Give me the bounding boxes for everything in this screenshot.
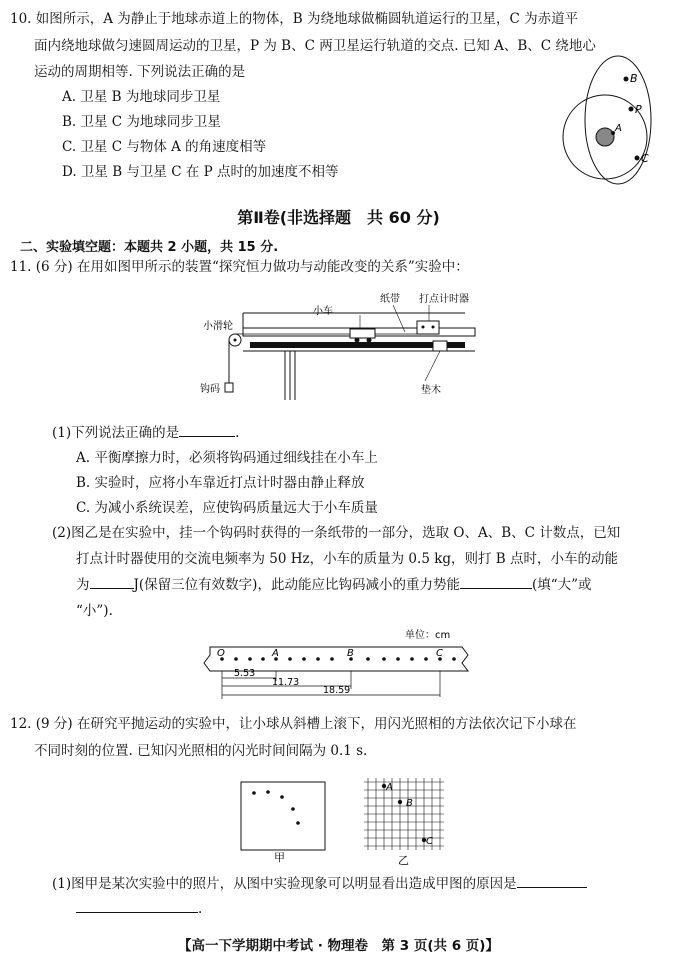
q11-p2-text-c: (填“大”或	[531, 577, 592, 593]
photo-figure-jia	[238, 775, 328, 865]
q10-option-d: D. 卫星 B 与卫星 C 在 P 点时的加速度不相等	[62, 164, 339, 180]
tape-point-o: O	[217, 648, 225, 659]
q11-p2-text-a: 为	[76, 577, 90, 593]
tape-dist-oc: 18.59	[323, 685, 351, 696]
q11-p1-option-a: A. 平衡摩擦力时，必须将钩码通过细线挂在小车上	[76, 450, 378, 466]
section-title: 第Ⅱ卷(非选择题 共 60 分)	[237, 208, 440, 227]
label-yi: 乙	[398, 854, 409, 867]
label-pulley: 小滑轮	[203, 321, 233, 332]
grid-figure-yi	[360, 772, 450, 867]
q12-p1-blank1[interactable]	[517, 873, 587, 888]
q11-p2-line2: 打点计时器使用的交流电频率为 50 Hz，小车的质量为 0.5 kg，则打 B 点时，小车的动能	[76, 551, 619, 567]
tape-figure	[200, 625, 480, 705]
grid-label-b: B	[406, 798, 413, 809]
q11-p2-line4: “小”).	[76, 603, 113, 619]
q10-option-c: C. 卫星 C 与物体 A 的角速度相等	[62, 139, 267, 155]
q11-p2-line3	[76, 574, 592, 596]
tape-unit: 单位：cm	[405, 630, 451, 641]
section-subtitle: 二、实验填空题：本题共 2 小题，共 15 分.	[20, 240, 279, 255]
tape-point-c: C	[436, 648, 443, 659]
grid-label-a: A	[386, 782, 393, 793]
q12-stem-line2: 不同时刻的位置. 已知闪光照相的闪光时间间隔为 0.1 s.	[34, 743, 368, 759]
q11-p2-line1: (2)图乙是在实验中，挂一个钩码时获得的一条纸带的一部分，选取 O、A、B、C 计数点，已知	[52, 525, 621, 541]
orbit-label-a: A	[615, 123, 622, 134]
grid-label-c: C	[426, 836, 433, 847]
label-weight: 钩码	[200, 384, 220, 395]
q12-p1-line2: .	[76, 898, 202, 920]
q11-p1-option-b: B. 实验时，应将小车靠近打点计时器由静止释放	[76, 475, 365, 491]
q11-p2-blank2[interactable]	[460, 574, 532, 589]
q11-p1-text: (1)下列说法正确的是	[52, 425, 180, 441]
label-timer: 打点计时器	[419, 294, 469, 305]
orbit-label-p: P	[635, 103, 642, 116]
q12-p1-text: (1)图甲是某次实验中的照片，从图中实验现象可以明显看出造成甲图的原因是	[52, 876, 517, 892]
q10-stem-line3: 运动的周期相等. 下列说法正确的是	[34, 64, 246, 80]
q10-stem-line2: 面内绕地球做匀速圆周运动的卫星，P 为 B、C 两卫星运行轨道的交点. 已知 A、B、C 绕地心	[34, 38, 596, 54]
tape-point-a: A	[272, 648, 279, 659]
tape-point-b: B	[347, 648, 354, 659]
q11-p2-text-b: J(保留三位有效数字)，此动能应比钩码减小的重力势能	[133, 577, 460, 593]
orbit-figure	[560, 45, 675, 195]
q12-p1-line1	[52, 873, 587, 895]
q11-p1-option-c: C. 为减小系统误差，应使钩码质量远大于小车质量	[76, 500, 378, 516]
label-tape: 纸带	[380, 294, 400, 305]
tape-dist-oa: 5.53	[234, 668, 256, 679]
label-block: 垫木	[421, 385, 441, 396]
orbit-label-c: C	[641, 152, 649, 165]
q12-stem-line1: 12. (9 分) 在研究平抛运动的实验中，让小球从斜槽上滚下，用闪光照相的方法依次记下小球在	[10, 716, 577, 732]
q11-stem: 11. (6 分) 在用如图甲所示的装置“探究恒力做功与动能改变的关系”实验中：	[10, 259, 469, 275]
orbit-label-b: B	[630, 72, 638, 85]
q10-option-a: A. 卫星 B 为地球同步卫星	[62, 89, 221, 105]
tape-dist-ob: 11.73	[272, 677, 300, 688]
page-footer: 【高一下学期期中考试 · 物理卷 第 3 页(共 6 页)】	[178, 938, 499, 954]
q12-p1-blank2[interactable]	[76, 898, 198, 913]
q10-stem-line1: 10. 如图所示，A 为静止于地球赤道上的物体，B 为绕地球做椭圆轨道运行的卫星，C 为赤道平	[10, 11, 579, 27]
q11-p1-stem: (1)下列说法正确的是 .	[52, 422, 239, 444]
label-cart: 小车	[313, 306, 333, 317]
q10-option-b: B. 卫星 C 为地球同步卫星	[62, 114, 221, 130]
q11-p2-blank1[interactable]	[90, 574, 134, 589]
apparatus-figure	[195, 285, 485, 410]
label-jia: 甲	[274, 851, 285, 864]
q11-p1-blank[interactable]	[179, 422, 235, 437]
